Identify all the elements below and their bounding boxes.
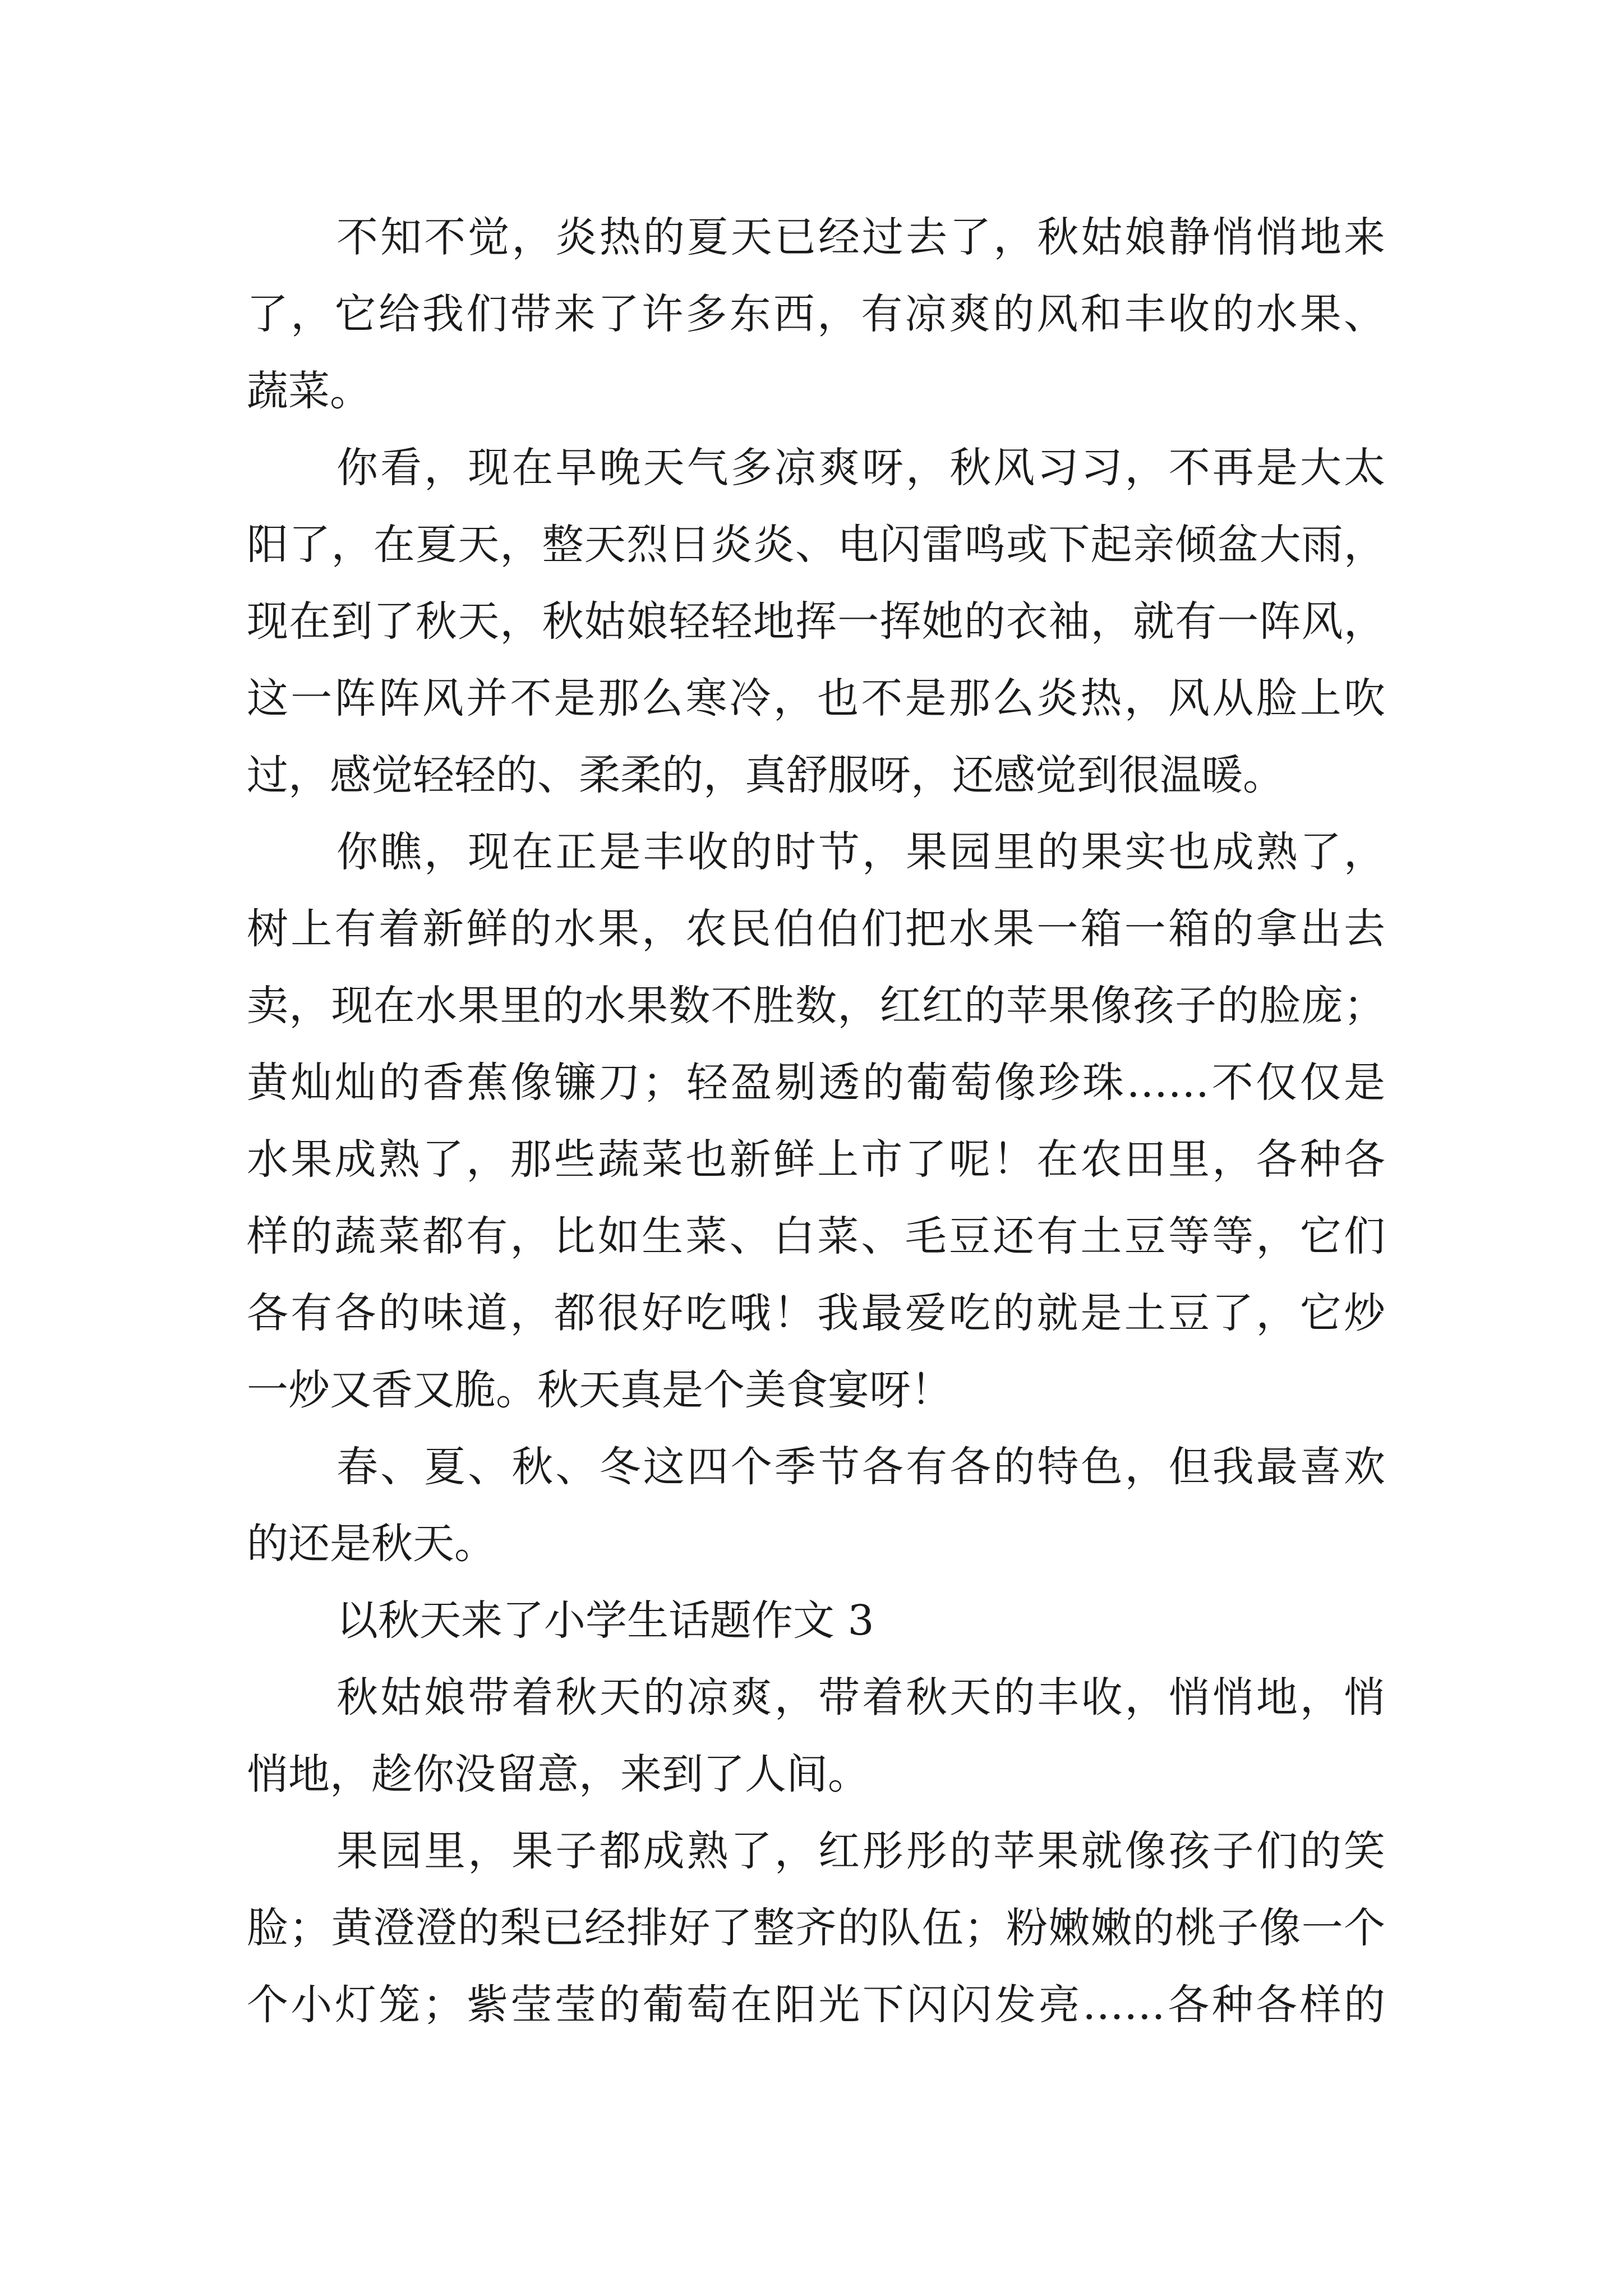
text-line: 一炒又香又脆。秋天真是个美食宴呀！: [247, 1366, 952, 1414]
paragraph: [247, 430, 1385, 814]
essay-text: [247, 199, 1385, 2044]
paragraph: [247, 1429, 1385, 1582]
text-line: 悄地，趁你没留意，来到了人间。: [247, 1750, 869, 1798]
text-line: 过，感觉轻轻的、柔柔的，真舒服呀，还感觉到很温暖。: [247, 751, 1284, 799]
text-line: 各有各的味道，都很好吃哦！我最爱吃的就是土豆了，它炒: [247, 1289, 1385, 1337]
text-line: 样的蔬菜都有，比如生菜、白菜、毛豆还有土豆等等，它们: [247, 1212, 1385, 1260]
text-line: 现在到了秋天，秋姑娘轻轻地挥一挥她的衣袖，就有一阵风，: [247, 597, 1385, 646]
text-line: 的还是秋天。: [247, 1520, 496, 1568]
heading-line: 以秋天来了小学生话题作文 3: [336, 1596, 874, 1645]
text-line: 不知不觉，炎热的夏天已经过去了，秋姑娘静悄悄地来: [336, 213, 1385, 261]
text-line: 果园里，果子都成熟了，红彤彤的苹果就像孩子们的笑: [336, 1827, 1385, 1875]
text-line: 树上有着新鲜的水果，农民伯伯们把水果一箱一箱的拿出去: [247, 905, 1385, 953]
paragraph: [247, 1659, 1385, 1813]
text-line: 卖，现在水果里的水果数不胜数，红红的苹果像孩子的脸庞；: [247, 982, 1385, 1030]
text-line: 了，它给我们带来了许多东西，有凉爽的风和丰收的水果、: [247, 290, 1385, 338]
paragraph: [247, 1813, 1385, 2044]
text-line: 你看，现在早晚天气多凉爽呀，秋风习习，不再是大太: [336, 444, 1385, 492]
paragraph: [247, 199, 1385, 430]
text-line: 这一阵阵风并不是那么寒冷，也不是那么炎热，风从脸上吹: [247, 674, 1385, 723]
text-line: 黄灿灿的香蕉像镰刀；轻盈剔透的葡萄像珍珠……不仅仅是: [247, 1059, 1385, 1107]
paragraph: [247, 814, 1385, 1429]
text-line: 阳了，在夏天，整天烈日炎炎、电闪雷鸣或下起亲倾盆大雨，: [247, 521, 1385, 569]
text-line: 水果成熟了，那些蔬菜也新鲜上市了呢！在农田里，各种各: [247, 1135, 1385, 1184]
text-line: 个小灯笼；紫莹莹的葡萄在阳光下闪闪发亮……各种各样的: [247, 1981, 1385, 2029]
section-heading: [247, 1582, 1385, 1659]
text-line: 你瞧，现在正是丰收的时节，果园里的果实也成熟了，: [336, 828, 1385, 876]
text-line: 蔬菜。: [247, 367, 371, 415]
text-line: 秋姑娘带着秋天的凉爽，带着秋天的丰收，悄悄地，悄: [336, 1673, 1385, 1722]
text-line: 春、夏、秋、冬这四个季节各有各的特色，但我最喜欢: [336, 1443, 1385, 1491]
text-line: 脸；黄澄澄的梨已经排好了整齐的队伍；粉嫩嫩的桃子像一个: [247, 1904, 1385, 1952]
